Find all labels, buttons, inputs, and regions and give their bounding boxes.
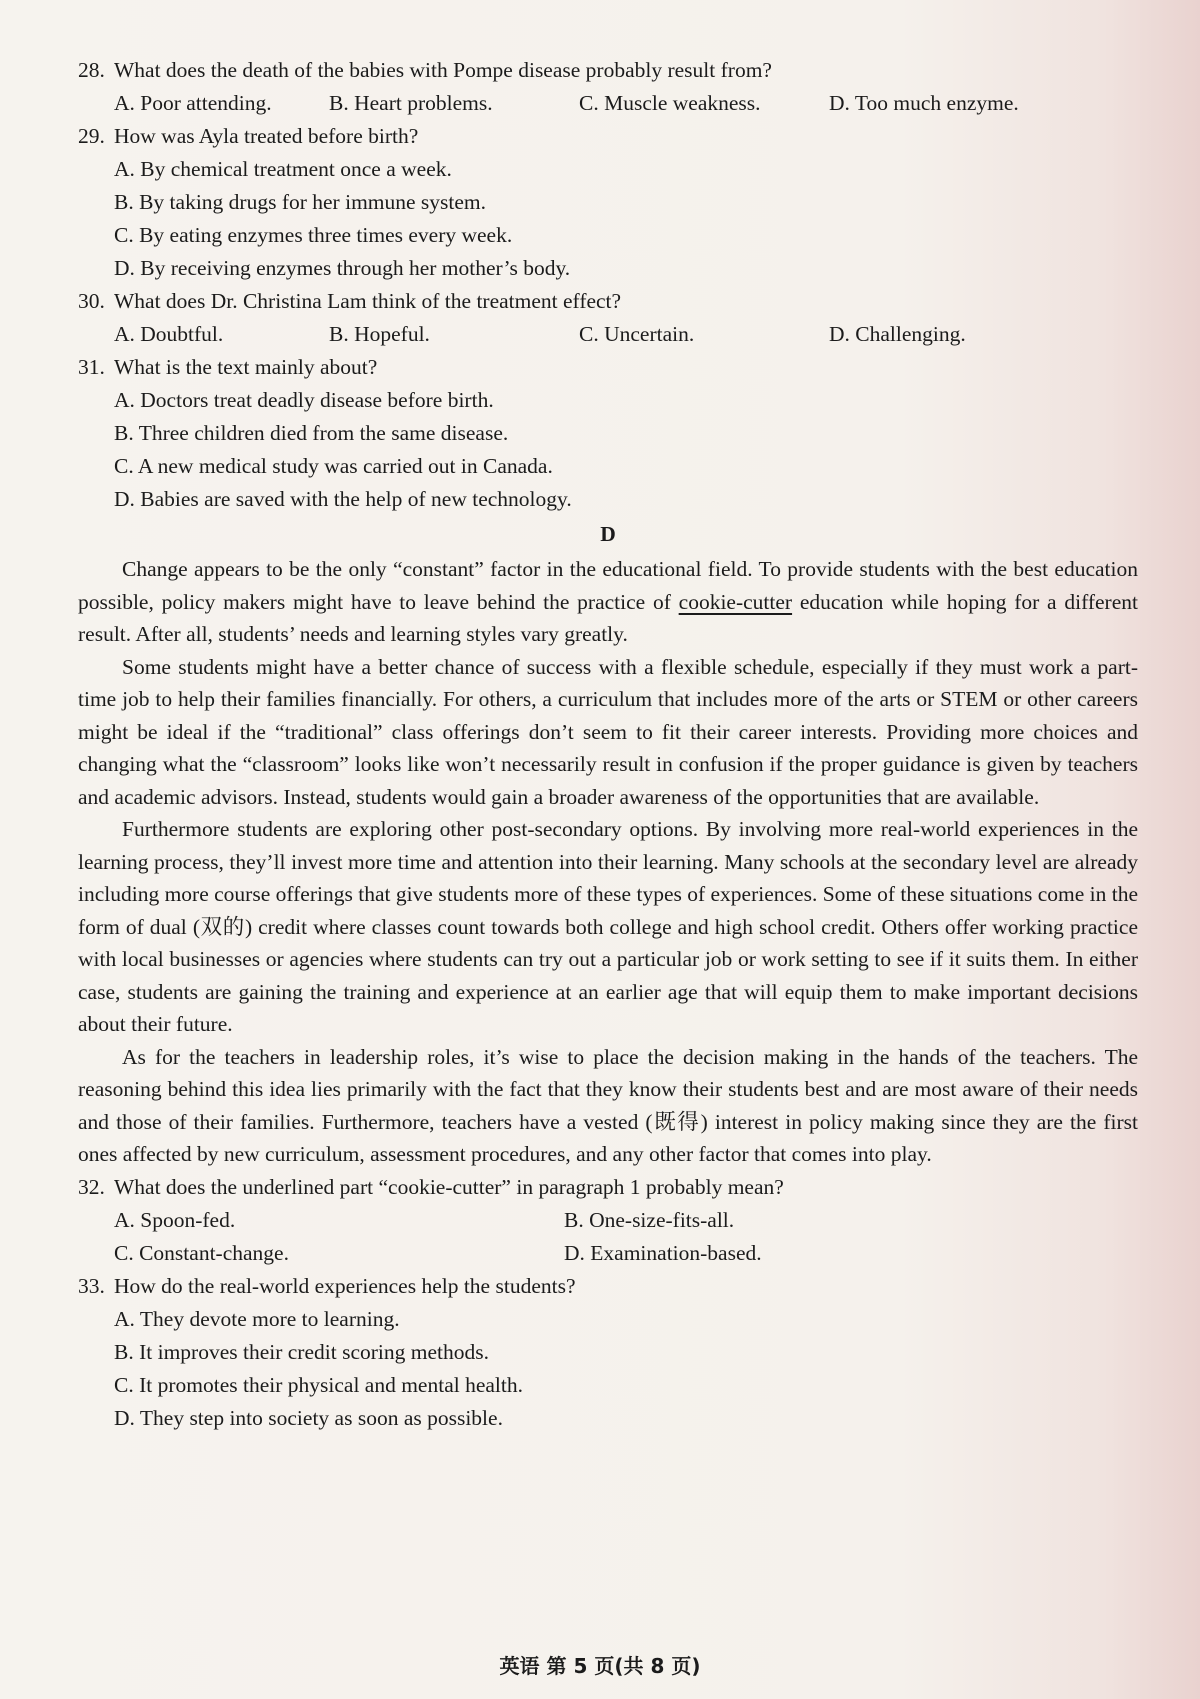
question-32	[78, 1171, 1138, 1270]
option-d: D. Challenging.	[829, 322, 966, 346]
question-text: What is the text mainly about?	[114, 355, 378, 379]
option-d: D. Too much enzyme.	[829, 91, 1019, 115]
option-c: C. A new medical study was carried out in Canada.	[114, 454, 553, 478]
question-text: How do the real-world experiences help the students?	[114, 1273, 576, 1298]
option-a: A. Doubtful.	[114, 322, 224, 346]
option-c: C. Constant-change.	[114, 1240, 289, 1265]
option-d: D. Babies are saved with the help of new technology.	[114, 487, 572, 511]
underlined-phrase: cookie-cutter	[678, 589, 793, 614]
question-text: What does Dr. Christina Lam think of the treatment effect?	[114, 289, 622, 313]
options-grid	[78, 1204, 1138, 1270]
option-b: B. Hopeful.	[329, 322, 430, 346]
question-text: How was Ayla treated before birth?	[114, 124, 419, 148]
option-d: D. Examination-based.	[564, 1240, 762, 1265]
option-c: C. Muscle weakness.	[579, 91, 761, 115]
options-row	[78, 87, 1138, 120]
section-title: D	[600, 522, 616, 546]
option-a: A. They devote more to learning.	[114, 1306, 400, 1331]
question-number: 30.	[78, 289, 105, 313]
option-b: B. One-size-fits-all.	[564, 1207, 735, 1232]
options-list	[78, 1303, 1138, 1435]
passage-paragraph-4: As for the teachers in leadership roles, it’s wise to place the decision making in the hands of the teachers. The reasoning behind this idea lies primarily with the fact that they know their students best and are most aware of their needs and those of their families. Furthermore, teachers have a vested (既得) interest in policy making since they are the first ones affected by new curriculum, assessment procedures, and any other factor that comes into play.	[78, 1044, 1138, 1166]
question-33	[78, 1270, 1138, 1435]
question-text: What does the underlined part “cookie-cutter” in paragraph 1 probably mean?	[114, 1174, 784, 1199]
option-c: C. Uncertain.	[579, 322, 695, 346]
page-content	[78, 54, 1138, 1435]
option-a: A. Doctors treat deadly disease before birth.	[114, 388, 494, 412]
option-b: B. Heart problems.	[329, 91, 493, 115]
page-footer: 英语 第 5 页(共 8 页)	[499, 1654, 701, 1678]
option-a: A. Poor attending.	[114, 91, 272, 115]
question-30	[78, 285, 1138, 351]
question-number: 32.	[78, 1174, 105, 1199]
passage-paragraph-1	[78, 553, 1138, 651]
question-29	[78, 120, 1138, 285]
question-31	[78, 351, 1138, 516]
option-c: C. It promotes their physical and mental health.	[114, 1372, 523, 1397]
paragraph-1-end: education while hoping for a different result. After all, students’ needs and learning styles vary greatly.	[78, 589, 1138, 646]
option-a: A. By chemical treatment once a week.	[114, 157, 452, 181]
question-text: What does the death of the babies with Pompe disease probably result from?	[114, 58, 772, 82]
option-b: B. It improves their credit scoring methods.	[114, 1339, 489, 1364]
question-number: 31.	[78, 355, 105, 379]
paragraph-1-start: Change appears to be the only “constant” factor in the educational field. To provide students with the best education possible, policy makers might have to leave behind the practice of	[78, 557, 1138, 614]
option-b: B. Three children died from the same disease.	[114, 421, 509, 445]
option-b: B. By taking drugs for her immune system.	[114, 190, 487, 214]
question-number: 33.	[78, 1273, 105, 1298]
option-d: D. By receiving enzymes through her mother’s body.	[114, 256, 571, 280]
options-row	[78, 318, 1138, 351]
question-28	[78, 54, 1138, 120]
options-list	[78, 153, 1138, 285]
passage-paragraph-3: Furthermore students are exploring other post-secondary options. By involving more real-world experiences in the learning process, they’ll invest more time and attention into their learning. Many schools at the secondary level are already including more course offerings that give students more of these types of experiences. Some of these situations come in the form of dual (双的) credit where classes count towards both college and high school credit. Others offer working practice with local businesses or agencies where students can try out a particular job or work setting to see if it suits them. In either case, students are gaining the training and experience at an earlier age that will equip them to make important decisions about their future.	[78, 817, 1138, 1036]
question-number: 29.	[78, 124, 105, 148]
option-a: A. Spoon-fed.	[114, 1207, 236, 1232]
option-d: D. They step into society as soon as possible.	[114, 1405, 503, 1430]
question-number: 28.	[78, 58, 105, 82]
passage-paragraph-2: Some students might have a better chance of success with a flexible schedule, especially if they must work a part-time job to help their families financially. For others, a curriculum that includes more of the arts or STEM or other careers might be ideal if the “traditional” class offerings don’t seem to fit their career interests. Providing more choices and changing what the “classroom” looks like won’t necessarily result in confusion if the proper guidance is given by teachers and academic advisors. Instead, students would gain a broader awareness of the opportunities that are available.	[78, 654, 1138, 809]
option-c: C. By eating enzymes three times every week.	[114, 223, 513, 247]
options-list	[78, 384, 1138, 516]
